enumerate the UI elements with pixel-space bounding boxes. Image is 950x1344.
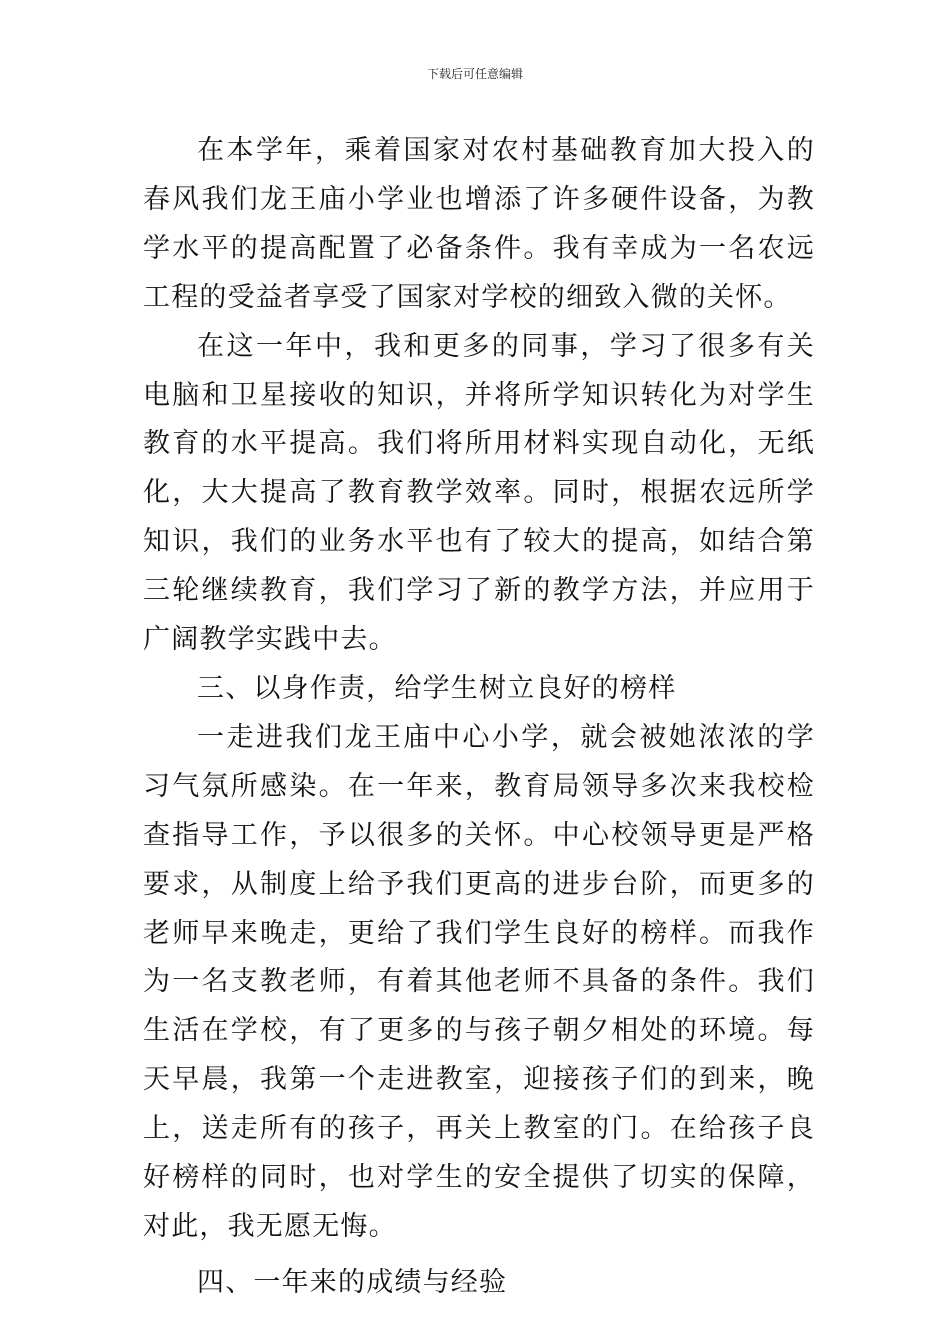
paragraph-1: 在本学年，乘着国家对农村基础教育加大投入的春风我们龙王庙小学业也增添了许多硬件设备，为教学水平的提高配置了必备条件。我有幸成为一名农远工程的受益者享受了国家对学校的细致入微的关怀。 — [143, 135, 815, 313]
paragraph-3: 一走进我们龙王庙中心小学，就会被她浓浓的学习气氛所感染。在一年来，教育局领导多次来我校检查指导工作，予以很多的关怀。中心校领导更是严格要求，从制度上给予我们更高的进步台阶，而更多的老师早来晚走，更给了我们学生良好的榜样。而我作为一名支教老师，有着其他老师不具备的条件。我们生活在学校，有了更多的与孩子朝夕相处的环境。每天早晨，我第一个走进教室，迎接孩子们的到来，晚上，送走所有的孩子，再关上教室的门。在给孩子良好榜样的同时，也对学生的安全提供了切实的保障，对此，我无愿无悔。 — [143, 721, 815, 1242]
page-header-note: 下载后可任意编辑 — [426, 67, 523, 81]
paragraph-2: 在这一年中，我和更多的同事，学习了很多有关电脑和卫星接收的知识，并将所学知识转化为对学生教育的水平提高。我们将所用材料实现自动化，无纸化，大大提高了教育教学效率。同时，根据农远所学知识，我们的业务水平也有了较大的提高，如结合第三轮继续教育，我们学习了新的教学方法，并应用于广阔教学实践中去。 — [143, 330, 815, 656]
document-body — [143, 127, 815, 1308]
section-heading-4: 四、一年来的成绩与经验 — [197, 1266, 508, 1298]
section-heading-3: 三、以身作责，给学生树立良好的榜样 — [197, 672, 677, 704]
